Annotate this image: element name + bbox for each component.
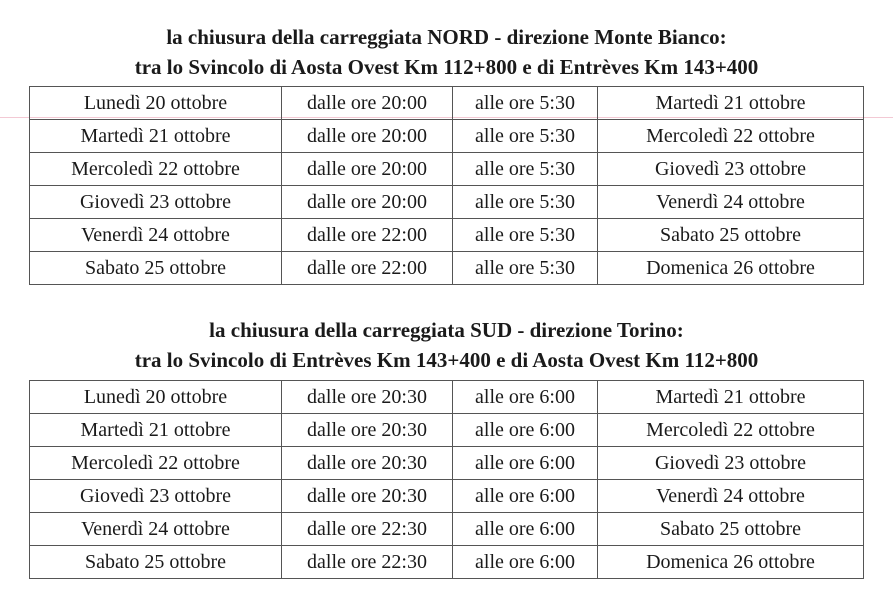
south-title-line2: tra lo Svincolo di Entrèves Km 143+400 e di Aosta Ovest Km 112+800 (134, 348, 759, 372)
end-day-cell: Giovedì 23 ottobre (598, 447, 864, 480)
north-closure-heading (0, 22, 893, 82)
from-time-cell: dalle ore 20:00 (282, 120, 453, 153)
table-row (30, 87, 864, 120)
to-time-cell: alle ore 5:30 (453, 186, 598, 219)
from-time-cell: dalle ore 20:30 (282, 381, 453, 414)
table-row (30, 414, 864, 447)
end-day-cell: Martedì 21 ottobre (598, 381, 864, 414)
table-row (30, 546, 864, 579)
start-day-cell: Mercoledì 22 ottobre (30, 153, 282, 186)
north-schedule-table (29, 86, 864, 285)
from-time-cell: dalle ore 20:30 (282, 414, 453, 447)
end-day-cell: Domenica 26 ottobre (598, 252, 864, 285)
south-title-line1: la chiusura della carreggiata SUD - direzione Torino: (209, 318, 684, 342)
start-day-cell: Venerdì 24 ottobre (30, 219, 282, 252)
start-day-cell: Lunedì 20 ottobre (30, 87, 282, 120)
from-time-cell: dalle ore 22:00 (282, 219, 453, 252)
from-time-cell: dalle ore 20:30 (282, 447, 453, 480)
start-day-cell: Sabato 25 ottobre (30, 546, 282, 579)
to-time-cell: alle ore 5:30 (453, 120, 598, 153)
table-row (30, 252, 864, 285)
end-day-cell: Venerdì 24 ottobre (598, 186, 864, 219)
end-day-cell: Venerdì 24 ottobre (598, 480, 864, 513)
end-day-cell: Sabato 25 ottobre (598, 513, 864, 546)
south-closure-heading (0, 315, 893, 375)
to-time-cell: alle ore 6:00 (453, 381, 598, 414)
to-time-cell: alle ore 5:30 (453, 219, 598, 252)
table-row (30, 186, 864, 219)
end-day-cell: Domenica 26 ottobre (598, 546, 864, 579)
north-title-line1: la chiusura della carreggiata NORD - direzione Monte Bianco: (166, 25, 727, 49)
from-time-cell: dalle ore 20:00 (282, 87, 453, 120)
end-day-cell: Giovedì 23 ottobre (598, 153, 864, 186)
table-row (30, 219, 864, 252)
start-day-cell: Giovedì 23 ottobre (30, 480, 282, 513)
to-time-cell: alle ore 6:00 (453, 480, 598, 513)
end-day-cell: Sabato 25 ottobre (598, 219, 864, 252)
to-time-cell: alle ore 5:30 (453, 252, 598, 285)
start-day-cell: Giovedì 23 ottobre (30, 186, 282, 219)
end-day-cell: Martedì 21 ottobre (598, 87, 864, 120)
from-time-cell: dalle ore 20:00 (282, 186, 453, 219)
table-row (30, 513, 864, 546)
from-time-cell: dalle ore 22:00 (282, 252, 453, 285)
to-time-cell: alle ore 6:00 (453, 546, 598, 579)
to-time-cell: alle ore 6:00 (453, 414, 598, 447)
table-row (30, 480, 864, 513)
table-row (30, 447, 864, 480)
start-day-cell: Lunedì 20 ottobre (30, 381, 282, 414)
start-day-cell: Martedì 21 ottobre (30, 414, 282, 447)
table-row (30, 381, 864, 414)
from-time-cell: dalle ore 20:00 (282, 153, 453, 186)
start-day-cell: Mercoledì 22 ottobre (30, 447, 282, 480)
from-time-cell: dalle ore 22:30 (282, 513, 453, 546)
to-time-cell: alle ore 6:00 (453, 447, 598, 480)
to-time-cell: alle ore 6:00 (453, 513, 598, 546)
start-day-cell: Martedì 21 ottobre (30, 120, 282, 153)
start-day-cell: Sabato 25 ottobre (30, 252, 282, 285)
end-day-cell: Mercoledì 22 ottobre (598, 414, 864, 447)
north-title-line2: tra lo Svincolo di Aosta Ovest Km 112+800 e di Entrèves Km 143+400 (134, 55, 759, 79)
from-time-cell: dalle ore 20:30 (282, 480, 453, 513)
south-schedule-table (29, 380, 864, 579)
to-time-cell: alle ore 5:30 (453, 153, 598, 186)
table-row (30, 153, 864, 186)
from-time-cell: dalle ore 22:30 (282, 546, 453, 579)
to-time-cell: alle ore 5:30 (453, 87, 598, 120)
start-day-cell: Venerdì 24 ottobre (30, 513, 282, 546)
end-day-cell: Mercoledì 22 ottobre (598, 120, 864, 153)
table-row (30, 120, 864, 153)
